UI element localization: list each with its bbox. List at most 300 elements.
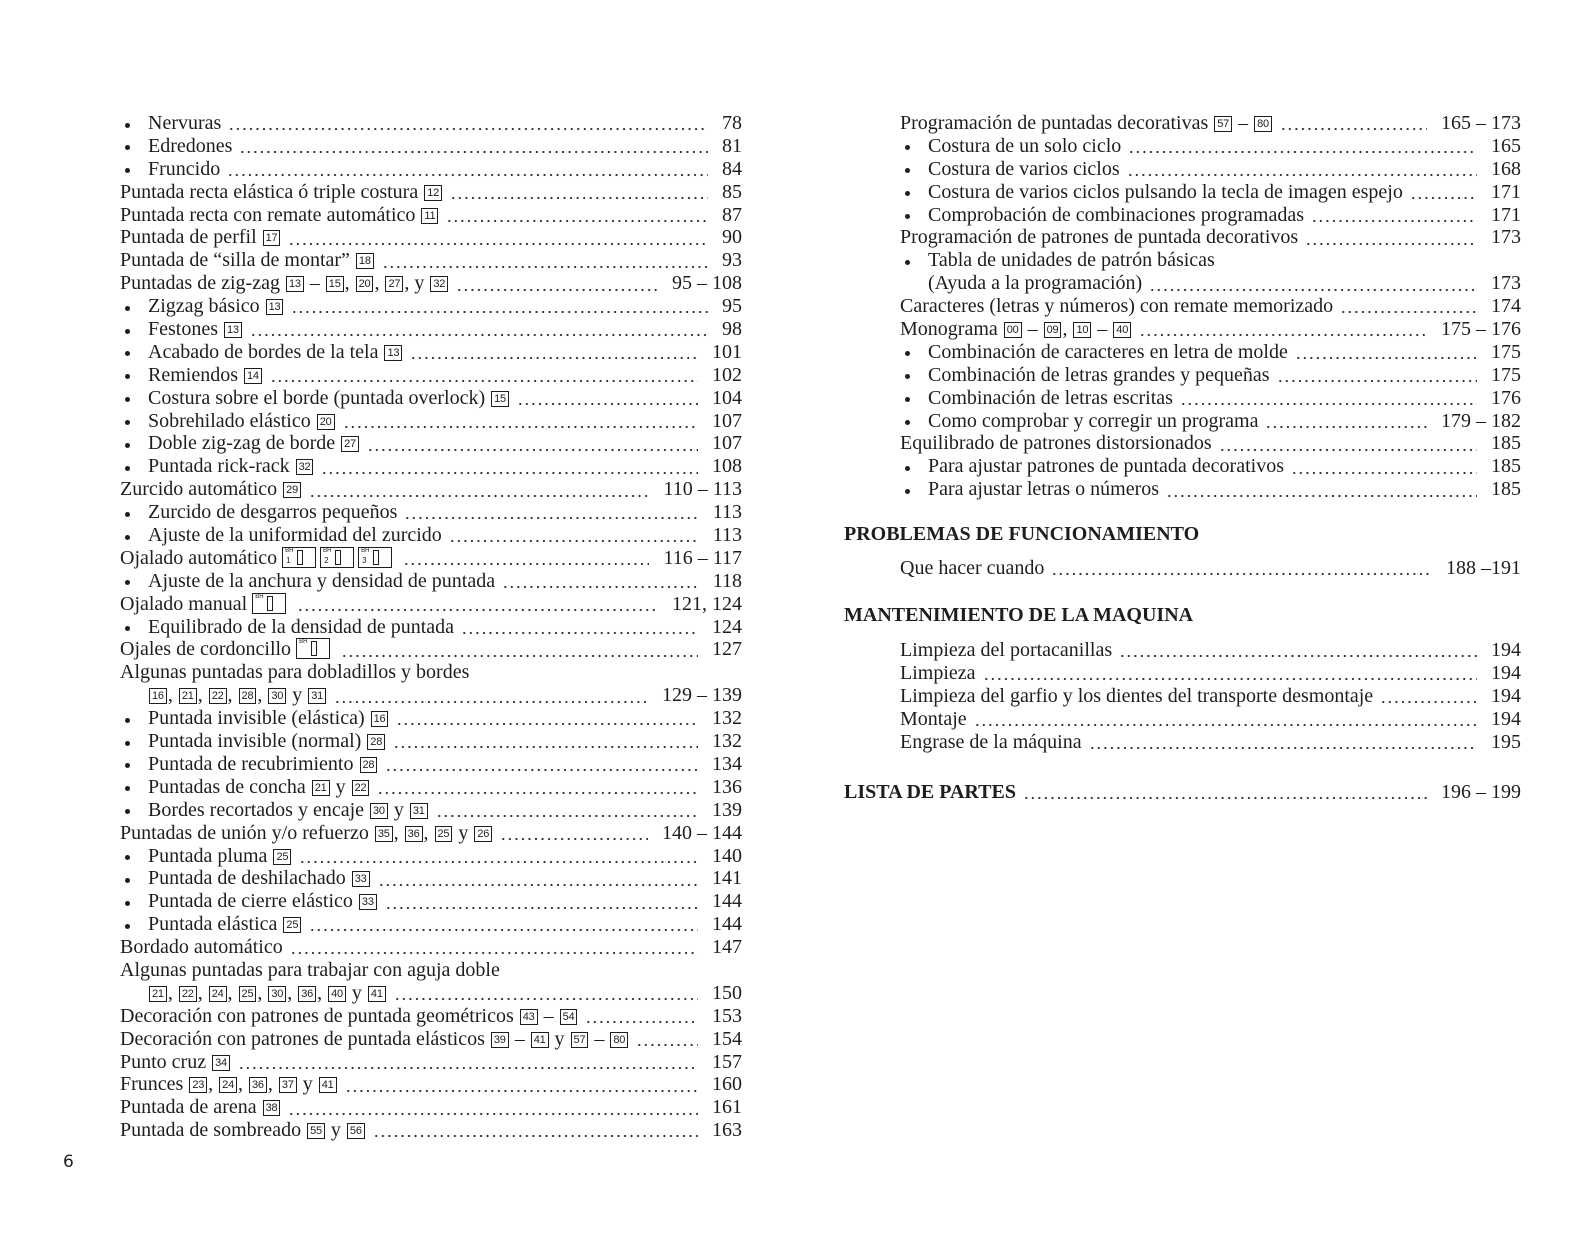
entry-page: 139 xyxy=(712,798,742,821)
entry-text: Limpieza xyxy=(900,661,976,684)
entry-text: – xyxy=(304,272,325,295)
entry-label xyxy=(148,799,429,822)
bullet-icon xyxy=(905,214,910,219)
pattern-number-box: 32 xyxy=(430,276,448,292)
entry-text: Costura sobre el borde (puntada overlock) xyxy=(148,386,491,409)
entry-label xyxy=(120,1005,578,1028)
entry-text: Programación de patrones de puntada decorativos xyxy=(900,226,1299,249)
bullet-icon xyxy=(905,397,910,402)
dot-leader xyxy=(449,524,699,547)
pattern-number-box: 40 xyxy=(1113,322,1131,338)
toc-entry xyxy=(900,249,1521,272)
entry-page: 173 xyxy=(1491,272,1521,295)
toc-entry xyxy=(120,661,742,684)
toc-entry xyxy=(120,1119,742,1142)
toc-entry xyxy=(900,685,1521,708)
dot-leader xyxy=(1305,226,1477,249)
entry-label xyxy=(148,845,292,868)
bullet-icon xyxy=(125,168,130,173)
entry-label xyxy=(148,364,263,387)
toc-entry xyxy=(120,387,742,410)
entry-text: Algunas puntadas para trabajar con aguja doble xyxy=(120,958,500,981)
entry-label xyxy=(148,295,284,318)
toc-left-column xyxy=(120,112,742,1142)
entry-label xyxy=(928,249,1215,272)
dot-leader xyxy=(341,638,698,661)
dot-leader xyxy=(1295,341,1477,364)
entry-label xyxy=(148,776,370,799)
entry-label xyxy=(120,204,439,227)
entry-text: y xyxy=(453,821,474,844)
entry-page: 113 xyxy=(712,501,742,524)
buttonhole-mark-text: BH xyxy=(285,547,294,554)
pattern-number-box: 57 xyxy=(1214,116,1232,132)
entry-text: , xyxy=(344,272,355,295)
pattern-number-box: 31 xyxy=(308,688,326,704)
bullet-icon xyxy=(905,374,910,379)
entry-text: , xyxy=(317,981,328,1004)
toc-entry xyxy=(120,707,742,730)
entry-page: 179 – 182 xyxy=(1441,409,1521,432)
entry-label xyxy=(120,181,443,204)
pattern-number-box: 22 xyxy=(352,780,370,796)
entry-text: Puntada de cierre elástico xyxy=(148,890,358,913)
pattern-number-box: 36 xyxy=(405,826,423,842)
dot-leader xyxy=(393,730,698,753)
entry-text: Puntada de “silla de montar” xyxy=(120,249,355,272)
toc-entry xyxy=(120,845,742,868)
pattern-number-box: 33 xyxy=(359,894,377,910)
bullet-icon xyxy=(125,626,130,631)
dot-leader xyxy=(239,135,708,158)
entry-text: – xyxy=(589,1027,610,1050)
dot-leader xyxy=(502,570,699,593)
entry-text: Decoración con patrones de puntada geométricos xyxy=(120,1004,519,1027)
entry-page: 154 xyxy=(712,1027,742,1050)
section-heading-parts-list xyxy=(844,781,1521,804)
dot-leader xyxy=(983,662,1477,685)
dot-leader xyxy=(410,341,698,364)
bullet-icon xyxy=(125,809,130,814)
pattern-number-box: 25 xyxy=(435,826,453,842)
dot-leader xyxy=(1127,158,1477,181)
pattern-number-box: 15 xyxy=(491,391,509,407)
entry-label xyxy=(900,226,1298,249)
pattern-number-box: 20 xyxy=(356,276,374,292)
entry-label xyxy=(120,822,493,845)
dot-leader xyxy=(456,272,658,295)
pattern-number-box: 09 xyxy=(1044,322,1062,338)
dot-leader xyxy=(1410,181,1477,204)
entry-text: Costura de varios ciclos pulsando la tecla de imagen espejo xyxy=(928,180,1403,203)
pattern-number-box: 13 xyxy=(266,299,284,315)
pattern-number-box: 28 xyxy=(360,757,378,773)
entry-page: 81 xyxy=(722,134,742,157)
entry-text: Puntada de perfil xyxy=(120,226,262,249)
toc-entry xyxy=(120,1096,742,1119)
dot-leader xyxy=(385,753,698,776)
entry-page: 141 xyxy=(712,867,742,890)
dot-leader xyxy=(309,913,698,936)
pattern-number-box: 80 xyxy=(1254,116,1272,132)
entry-text: Limpieza del portacanillas xyxy=(900,639,1113,661)
dot-leader xyxy=(1119,639,1477,662)
toc-entry xyxy=(120,364,742,387)
entry-text: Doble zig-zag de borde xyxy=(148,432,341,455)
entry-page: 144 xyxy=(712,890,742,913)
buttonhole-mark-text: BH xyxy=(323,547,332,554)
entry-text: Puntada invisible (elástica) xyxy=(148,707,370,730)
pattern-number-box: 11 xyxy=(421,208,438,224)
entry-text: Puntada recta elástica ó triple costura xyxy=(120,180,424,203)
dot-leader xyxy=(1380,685,1477,708)
entry-text: Fruncido xyxy=(148,157,221,180)
dot-leader xyxy=(291,295,708,318)
pattern-number-box: 13 xyxy=(384,345,402,361)
toc-entry xyxy=(120,959,742,982)
dot-leader xyxy=(403,547,649,570)
entry-label xyxy=(900,557,1044,580)
entry-page: 168 xyxy=(1491,157,1521,180)
toc-entry xyxy=(120,410,742,433)
pattern-number-box: 40 xyxy=(328,986,346,1002)
dot-leader xyxy=(446,204,708,227)
bullet-icon xyxy=(905,260,910,265)
entry-label xyxy=(120,226,281,249)
entry-label xyxy=(120,1051,231,1074)
dot-leader xyxy=(297,593,658,616)
entry-label xyxy=(928,135,1121,158)
entry-label xyxy=(928,181,1403,204)
bullet-icon xyxy=(125,145,130,150)
entry-text: Edredones xyxy=(148,134,233,157)
entry-page: 173 xyxy=(1491,226,1521,249)
entry-page: 140 xyxy=(712,844,742,867)
troubleshooting-entries xyxy=(900,557,1521,580)
entry-page: 153 xyxy=(712,1004,742,1027)
entry-text: Ojalado automático xyxy=(120,546,283,569)
buttonhole-slot xyxy=(335,550,341,565)
toc-entry xyxy=(120,1051,742,1074)
entry-page: 175 xyxy=(1491,340,1521,363)
pattern-number-box: 30 xyxy=(268,688,286,704)
dot-leader xyxy=(343,410,698,433)
toc-entry xyxy=(900,662,1521,685)
toc-entry xyxy=(120,822,742,845)
pattern-number-box: 10 xyxy=(1073,322,1091,338)
entry-page: 84 xyxy=(722,157,742,180)
toc-entry xyxy=(900,432,1521,455)
dot-leader xyxy=(288,226,708,249)
entry-page: 165 – 173 xyxy=(1441,112,1521,134)
entry-page: 101 xyxy=(712,340,742,363)
toc-entry xyxy=(900,387,1521,410)
buttonhole-number: 3 xyxy=(362,555,367,565)
entry-label xyxy=(120,1028,629,1051)
toc-entry xyxy=(120,295,742,318)
dot-leader xyxy=(227,158,708,181)
dot-leader xyxy=(1128,135,1477,158)
pattern-number-box: 14 xyxy=(244,368,262,384)
dot-leader xyxy=(974,708,1477,731)
section-heading-troubleshooting: PROBLEMAS DE FUNCIONAMIENTO xyxy=(844,523,1200,545)
entry-label xyxy=(148,318,243,341)
toc-entry xyxy=(900,135,1521,158)
entry-page: 102 xyxy=(712,363,742,386)
dot-leader xyxy=(1166,478,1477,501)
toc-entry xyxy=(120,799,742,822)
entry-label xyxy=(148,112,221,135)
pattern-number-box: 43 xyxy=(520,1009,538,1025)
pattern-number-box: 17 xyxy=(263,230,281,246)
bullet-icon xyxy=(125,741,130,746)
entry-text: , xyxy=(374,272,385,295)
entry-text: , xyxy=(267,1073,278,1096)
entry-page: 185 xyxy=(1491,432,1521,455)
entry-page: 157 xyxy=(712,1050,742,1073)
entry-text: , xyxy=(197,684,208,707)
bullet-icon xyxy=(905,466,910,471)
entry-page: 98 xyxy=(722,318,742,341)
dot-leader xyxy=(1277,364,1477,387)
toc-entry xyxy=(120,570,742,593)
dot-leader xyxy=(1089,731,1477,754)
pattern-number-box: 38 xyxy=(263,1100,281,1116)
entry-text: y xyxy=(297,1073,318,1096)
entry-label xyxy=(148,524,442,547)
buttonhole-icon xyxy=(320,547,354,568)
bullet-icon xyxy=(125,329,130,334)
entry-page: 95 – 108 xyxy=(672,272,742,295)
dot-leader xyxy=(270,364,698,387)
entry-text: Algunas puntadas para dobladillos y bordes xyxy=(120,661,470,684)
bullet-icon xyxy=(905,145,910,150)
entry-page: 116 – 117 xyxy=(663,546,742,569)
bullet-icon xyxy=(125,580,130,585)
entry-page: 113 xyxy=(712,524,742,547)
entry-label xyxy=(900,432,1212,455)
toc-entry xyxy=(120,272,742,295)
bullet-icon xyxy=(125,718,130,723)
entry-label xyxy=(928,410,1258,433)
page-number: 6 xyxy=(63,1152,74,1172)
entry-text: Acabado de bordes de la tela xyxy=(148,340,384,363)
bullet-icon xyxy=(125,397,130,402)
toc-entry xyxy=(120,776,742,799)
pattern-number-box: 33 xyxy=(352,871,370,887)
entry-text: Combinación de letras escritas xyxy=(928,386,1173,409)
pattern-number-box: 21 xyxy=(179,688,197,704)
entry-page: 95 xyxy=(722,295,742,318)
entry-text: Costura de varios ciclos xyxy=(928,157,1120,180)
pattern-number-box: 25 xyxy=(273,849,291,865)
dot-leader xyxy=(1311,204,1477,227)
dot-leader xyxy=(288,1096,698,1119)
toc-entry xyxy=(900,557,1521,580)
pattern-number-box: 34 xyxy=(212,1055,230,1071)
entry-text: Puntadas de concha xyxy=(148,775,311,798)
dot-leader xyxy=(585,1005,698,1028)
entry-text: Combinación de letras grandes y pequeñas xyxy=(928,363,1270,386)
toc-entry xyxy=(120,867,742,890)
entry-text: Programación de puntadas decorativas xyxy=(900,112,1214,134)
entry-label xyxy=(148,867,371,890)
buttonhole-slot xyxy=(311,641,317,656)
toc-entry xyxy=(900,272,1521,295)
bullet-icon xyxy=(125,374,130,379)
toc-entry xyxy=(120,547,742,570)
bullet-icon xyxy=(125,466,130,471)
dot-leader xyxy=(238,1051,698,1074)
entry-page: 171 xyxy=(1491,180,1521,203)
entry-page: 104 xyxy=(712,386,742,409)
entry-label xyxy=(900,708,967,731)
entry-text: Bordado automático xyxy=(120,936,283,959)
entry-label xyxy=(900,112,1273,135)
entry-label xyxy=(120,1073,338,1096)
toc-entry xyxy=(120,730,742,753)
toc-entry xyxy=(120,890,742,913)
entry-text: y xyxy=(325,1119,346,1142)
entry-label xyxy=(148,982,387,1005)
dot-leader xyxy=(500,822,648,845)
entry-label xyxy=(148,455,314,478)
toc-entry xyxy=(900,181,1521,204)
bullet-icon xyxy=(905,168,910,173)
pattern-number-box: 16 xyxy=(371,711,389,727)
toc-entry xyxy=(120,684,742,707)
entry-text: Que hacer cuando xyxy=(900,557,1045,579)
pattern-number-box: 22 xyxy=(209,688,227,704)
toc-entry xyxy=(120,913,742,936)
bullet-icon xyxy=(125,924,130,929)
toc-entry xyxy=(120,318,742,341)
entry-text: Bordes recortados y encaje xyxy=(148,798,370,821)
entry-page: 185 xyxy=(1491,455,1521,478)
entry-page: 132 xyxy=(712,730,742,753)
entry-text: (Ayuda a la programación) xyxy=(928,272,1143,295)
dot-leader xyxy=(334,684,648,707)
entry-text: , xyxy=(167,684,178,707)
pattern-number-box: 21 xyxy=(149,986,167,1002)
entry-page: 129 – 139 xyxy=(662,684,742,707)
toc-entry xyxy=(900,341,1521,364)
entry-label xyxy=(120,593,290,616)
pattern-number-box: 25 xyxy=(239,986,257,1002)
dot-leader xyxy=(299,845,698,868)
entry-text: – xyxy=(1233,112,1254,134)
toc-entry xyxy=(120,593,742,616)
pattern-number-box: 25 xyxy=(283,917,301,933)
buttonhole-mark-text: BH xyxy=(255,593,264,600)
buttonhole-slot xyxy=(373,550,379,565)
toc-entry xyxy=(120,135,742,158)
entry-text: y xyxy=(388,798,409,821)
entry-label xyxy=(928,364,1270,387)
pattern-number-box: 55 xyxy=(307,1123,325,1139)
pattern-number-box: 32 xyxy=(296,459,314,475)
pattern-number-box: 22 xyxy=(179,986,197,1002)
entry-text: Equilibrado de la densidad de puntada xyxy=(148,615,455,638)
entry-text: Sobrehilado elástico xyxy=(148,409,316,432)
entry-page: 175 – 176 xyxy=(1441,318,1521,341)
entry-page: 140 – 144 xyxy=(662,821,742,844)
toc-entry xyxy=(120,1028,742,1051)
dot-leader xyxy=(250,318,708,341)
entry-page: 194 xyxy=(1491,707,1521,730)
dot-leader xyxy=(394,982,698,1005)
entry-text: , xyxy=(287,981,298,1004)
pattern-number-box: 30 xyxy=(268,986,286,1002)
entry-label xyxy=(120,478,302,501)
pattern-number-box: 12 xyxy=(424,185,442,201)
entry-page: 118 xyxy=(712,569,742,592)
entry-label xyxy=(148,684,327,707)
entry-page: 174 xyxy=(1491,295,1521,318)
dot-leader xyxy=(377,776,698,799)
dot-leader xyxy=(461,616,698,639)
entry-label xyxy=(928,478,1159,501)
entry-text: , xyxy=(227,684,238,707)
entry-text: Puntada de deshilachado xyxy=(148,867,351,890)
entry-text: Ojalado manual xyxy=(120,592,253,615)
entry-text: , xyxy=(257,684,268,707)
toc-entry xyxy=(120,753,742,776)
buttonhole-icon xyxy=(296,638,330,659)
entry-label xyxy=(148,410,336,433)
toc-entry xyxy=(900,410,1521,433)
entry-text: Para ajustar letras o números xyxy=(928,478,1160,501)
entry-text: Puntada de sombreado xyxy=(120,1119,307,1142)
bullet-icon xyxy=(125,443,130,448)
pattern-number-box: 21 xyxy=(312,780,330,796)
entry-label xyxy=(120,661,469,684)
entry-label xyxy=(900,685,1373,708)
toc-entry xyxy=(120,226,742,249)
entry-text: – xyxy=(538,1004,559,1027)
bullet-icon xyxy=(125,420,130,425)
toc-entry xyxy=(120,112,742,135)
entry-label xyxy=(900,318,1132,341)
entry-text: Nervuras xyxy=(148,112,222,134)
toc-entry xyxy=(900,364,1521,387)
dot-leader xyxy=(228,112,708,135)
pattern-number-box: 31 xyxy=(410,803,428,819)
bullet-icon xyxy=(125,763,130,768)
entry-page: 171 xyxy=(1491,203,1521,226)
entry-label xyxy=(148,135,232,158)
entry-text: Como comprobar y corregir un programa xyxy=(928,409,1259,432)
parts-list-heading-label: LISTA DE PARTES xyxy=(844,781,1016,803)
pattern-number-box: 30 xyxy=(370,803,388,819)
pattern-number-box: 41 xyxy=(319,1077,337,1093)
entry-label xyxy=(928,455,1284,478)
entry-page: 175 xyxy=(1491,363,1521,386)
toc-entry xyxy=(120,181,742,204)
entry-page: 108 xyxy=(712,455,742,478)
pattern-number-box: 23 xyxy=(189,1077,207,1093)
entry-label xyxy=(120,249,375,272)
toc-entry xyxy=(120,204,742,227)
pattern-number-box: 20 xyxy=(317,414,335,430)
pattern-number-box: 80 xyxy=(610,1032,628,1048)
dot-leader xyxy=(382,249,708,272)
buttonhole-slot xyxy=(267,596,273,611)
toc-entry xyxy=(900,455,1521,478)
entry-page: 110 – 113 xyxy=(663,478,742,501)
toc-entry xyxy=(120,1005,742,1028)
entry-label xyxy=(120,547,396,570)
